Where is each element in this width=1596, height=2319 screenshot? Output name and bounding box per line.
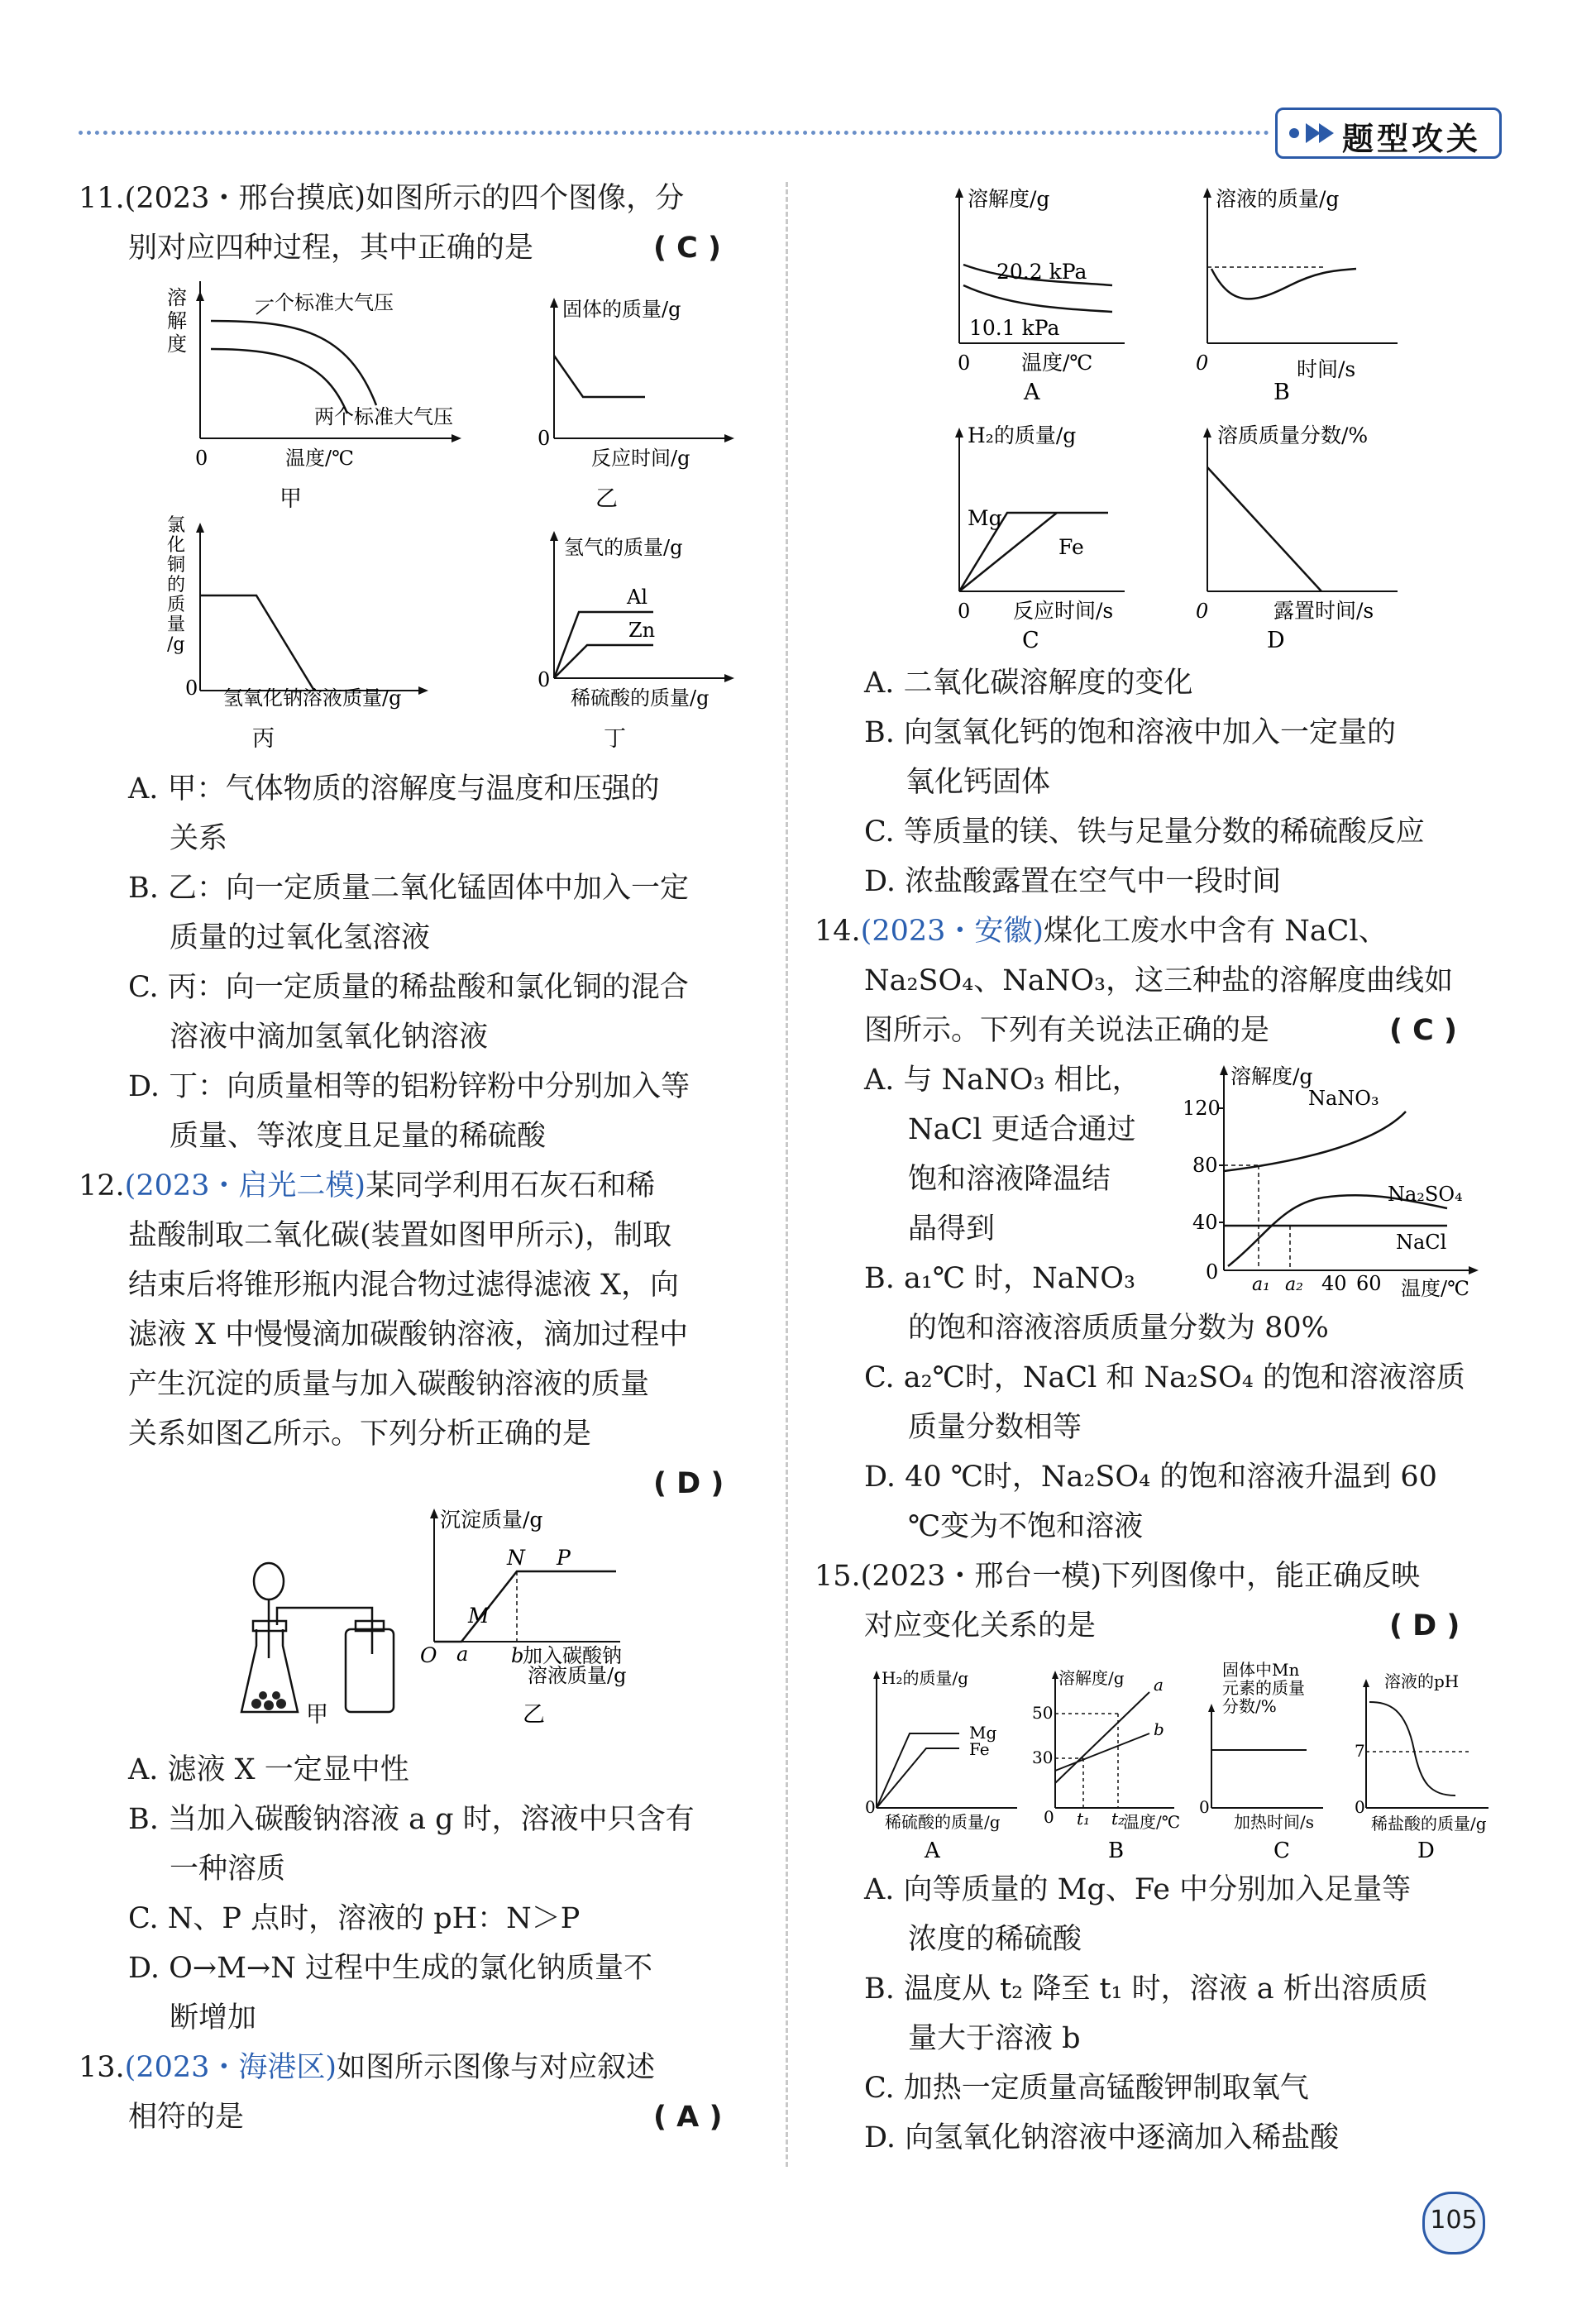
q11-yi-xlabel: 反应时间/g [591,447,690,470]
q15-c-caption: C [1273,1838,1290,1863]
q14-option-c: C. a₂℃时，NaCl 和 Na₂SO₄ 的饱和溶液溶质 [864,1361,1465,1394]
q12-graph [420,1508,626,1728]
q12-curve [434,1571,616,1642]
q13-b-curve [1211,269,1356,299]
q11-fig-bing [167,515,428,752]
q11-jia-caption: 甲 [280,486,302,512]
q11-bing-ylabel-6: /g [167,634,185,655]
q15-stem-2: 对应变化关系的是 [864,1609,1097,1642]
q11-jia-ylabel-2: 度 [167,332,187,356]
q15-c-ylabel-2: 分数/% [1222,1696,1277,1716]
q12-apparatus [241,1563,394,1712]
q13-a-label-10kpa: 10.1 kPa [969,316,1060,340]
q11-option-d-cont: 质量、等浓度且足量的稀硫酸 [170,1120,547,1153]
q11-ding-label-zn: Zn [628,619,656,642]
double-chevron-icon [1284,118,1339,148]
q11-stem-1: 如图所示的四个图像，分 [366,182,685,215]
q14-option-a-2: NaCl 更适合通过 [908,1113,1136,1146]
q13-d-caption: D [1267,628,1285,653]
q15-a-label-mg: Mg [969,1723,997,1743]
q14-label-na2so4: Na₂SO₄ [1388,1183,1463,1206]
q13-b-caption: B [1273,380,1290,405]
q12-stem-2: 盐酸制取二氧化碳(装置如图甲所示)，制取 [128,1219,672,1252]
q11-fig-jia [167,281,461,512]
q14-option-a-3: 饱和溶液降温结 [908,1163,1111,1196]
q13-answer: ( A ) [653,2101,723,2134]
q12-source: (2023・启光二模) [124,1169,366,1203]
q12-point-p: P [557,1546,571,1570]
q14-xtick-40: 40 [1321,1272,1347,1295]
q12-marble-chips [251,1691,286,1710]
q13-a-label-20kpa: 20.2 kPa [996,260,1087,284]
q12-xlabel-2: 溶液质量/g [528,1664,627,1687]
q15-b-ylabel: 溶解度/g [1058,1668,1125,1688]
q14-option-d: D. 40 ℃时，Na₂SO₄ 的饱和溶液升温到 60 [864,1461,1437,1494]
q12-answer: ( D ) [653,1467,724,1500]
q11-ding-origin: 0 [538,668,551,691]
q11-answer: ( C ) [653,232,722,265]
q14-line1 [815,906,1388,956]
q14-option-c-2: 质量分数相等 [908,1411,1082,1444]
q11-figures [124,281,753,761]
q12-xlabel-1: 加入碳酸钠 [523,1644,622,1667]
q11-jia-curve2-label: 两个标准大气压 [314,405,453,428]
q11-ding-line-zn [554,645,653,678]
q15-c-ylabel-0: 固体中Mn [1222,1660,1300,1680]
q15-b-xtick-t2: t₂ [1111,1809,1125,1829]
q11-fig-yi [538,298,734,512]
q12-ylabel: 沉淀质量/g [440,1508,543,1532]
q11-option-a: A. 甲：气体物质的溶解度与温度和压强的 [128,772,660,806]
column-divider [786,182,788,2167]
q15-d-xlabel: 稀盐酸的质量/g [1371,1814,1487,1834]
q12-option-a: A. 滤液 X 一定显中性 [128,1753,409,1786]
q12-origin: O [420,1643,437,1667]
q15-option-a-cont: 浓度的稀硫酸 [908,1923,1082,1956]
q11-jia-xlabel: 温度/℃ [285,447,354,470]
q15-c-ylabel-1: 元素的质量 [1222,1678,1305,1698]
q13-d-line [1207,467,1321,591]
q14-option-a-4: 晶得到 [908,1212,996,1246]
q12-option-c: C. N、P 点时，溶液的 pH：N＞P [128,1902,581,1935]
q15-d-origin: 0 [1355,1797,1365,1817]
q12-tick-a: a [456,1642,469,1666]
q14-xlabel: 温度/℃ [1401,1277,1469,1300]
q12-point-n: N [507,1546,525,1570]
q13-a-xlabel: 温度/℃ [1021,351,1093,375]
q11-stem-2: 别对应四种过程，其中正确的是 [128,232,534,265]
q15-fig-b [1032,1668,1180,1863]
q15-figures [860,1659,1505,1874]
q11-bing-ylabel-0: 氯 [167,515,186,536]
q11-bing-ylabel-5: 量 [167,614,186,635]
q11-bing-ylabel-4: 质 [167,595,186,615]
q11-option-b: B. 乙：向一定质量二氧化锰固体中加入一定 [128,872,689,905]
q11-yi-ylabel: 固体的质量/g [562,298,681,321]
q13-stem-1: 如图所示图像与对应叙述 [337,2051,656,2084]
q11-number: 11. [79,182,125,215]
q14-label-nacl: NaCl [1396,1231,1447,1254]
q14-option-b: B. a₁℃ 时，NaNO₃ [864,1262,1135,1295]
q12-option-d: D. O→M→N 过程中生成的氯化钠质量不 [128,1952,653,1985]
q14-source: (2023・安徽) [860,915,1044,948]
q15-b-origin: 0 [1044,1807,1054,1827]
q15-c-origin: 0 [1199,1797,1210,1817]
q13-a-ylabel: 溶解度/g [968,187,1050,211]
q15-a-label-fe: Fe [969,1739,990,1759]
q13-stem-2: 相符的是 [128,2101,245,2134]
q14-number: 14. [815,915,861,948]
q13-c-xlabel: 反应时间/s [1013,599,1114,623]
q11-source: (2023・邢台摸底) [124,182,366,215]
q12-option-b-cont: 一种溶质 [170,1853,286,1886]
q15-fig-a [865,1668,1017,1863]
q13-a-caption: A [1024,380,1040,405]
q11-ding-ylabel: 氢气的质量/g [564,536,683,559]
header-dotted-rule [79,131,1269,135]
q14-label-nano3: NaNO₃ [1308,1087,1379,1110]
q11-option-c-cont: 溶液中滴加氢氧化钠溶液 [170,1021,489,1054]
q11-bing-caption: 丙 [252,726,275,752]
q12-number: 12. [79,1169,125,1203]
q15-option-d: D. 向氢氧化钠溶液中逐滴加入稀盐酸 [864,2121,1340,2154]
q15-b-line-a [1055,1692,1149,1783]
q13-d-ylabel: 溶质质量分数/% [1217,423,1369,447]
q12-stem-6: 关系如图乙所示。下列分析正确的是 [128,1418,592,1451]
q13-b-xlabel: 时间/s [1297,357,1356,381]
q13-c-caption: C [1022,628,1039,653]
q15-fig-d [1355,1671,1488,1863]
q12-line1 [79,1161,655,1211]
q15-d-ylabel: 溶液的pH [1384,1671,1460,1691]
q12-option-b: B. 当加入碳酸钠溶液 a g 时，溶液中只含有 [128,1803,695,1836]
q11-yi-caption: 乙 [595,486,618,512]
q15-b-ytick-50: 50 [1032,1703,1054,1723]
q15-source: (2023・邢台一模) [860,1560,1102,1593]
q15-option-b: B. 温度从 t₂ 降至 t₁ 时，溶液 a 析出溶质质 [864,1972,1428,2006]
q13-fig-a [955,187,1125,405]
q11-bing-line [200,595,314,691]
q13-d-xlabel: 露置时间/s [1273,599,1374,623]
q14-option-d-2: ℃变为不饱和溶液 [908,1510,1144,1543]
q15-a-origin: 0 [865,1797,876,1817]
q14-stem-3: 图所示。下列有关说法正确的是 [864,1014,1270,1047]
q11-option-b-cont: 质量的过氧化氢溶液 [170,921,431,954]
q13-fig-b [1196,187,1398,405]
q14-ytick-40: 40 [1192,1211,1218,1234]
q11-jia-curve-1atm [211,321,376,405]
q11-ding-xlabel: 稀硫酸的质量/g [571,686,710,710]
q13-a-origin: 0 [958,351,971,375]
q15-a-caption: A [925,1838,940,1863]
q14-answer: ( C ) [1389,1014,1458,1047]
q14-xtick-a2: a₂ [1285,1274,1303,1295]
q11-fig-ding [538,531,734,752]
q14-option-b-2: 的饱和溶液溶质质量分数为 80% [908,1312,1329,1345]
q13-option-b-cont: 氧化钙固体 [906,766,1051,799]
q11-line1 [79,174,684,223]
q12-figures [232,1505,711,1753]
q12-option-d-cont: 断增加 [170,2001,257,2035]
q13-a-curve-10kpa [963,285,1112,312]
q14-ytick-120: 120 [1183,1097,1221,1120]
q15-b-label-b: b [1154,1719,1164,1739]
q11-option-c: C. 丙：向一定质量的稀盐酸和氯化铜的混合 [128,971,689,1004]
q14-stem-1: 煤化工废水中含有 NaCl、 [1044,915,1388,948]
q13-option-d: D. 浓盐酸露置在空气中一段时间 [864,865,1282,898]
q13-b-ylabel: 溶液的质量/g [1216,187,1340,211]
q15-b-ytick-30: 30 [1032,1748,1054,1767]
q11-jia-curve1-label: 一个标准大气压 [255,291,394,314]
q11-bing-ylabel-3: 的 [167,575,186,595]
q15-option-a: A. 向等质量的 Mg、Fe 中分别加入足量等 [864,1873,1412,1906]
q12-point-m: M [468,1604,490,1628]
q11-yi-origin: 0 [538,427,551,450]
q15-a-ylabel: H₂的质量/g [882,1668,968,1688]
q15-d-caption: D [1417,1838,1435,1863]
q11-option-a-cont: 关系 [170,822,228,855]
q13-option-c: C. 等质量的镁、铁与足量分数的稀硫酸反应 [864,815,1425,849]
q14-chart [1166,1055,1513,1303]
q13-line1 [79,2043,655,2092]
q11-jia-curve-2atm [211,349,347,414]
q15-answer: ( D ) [1389,1609,1460,1642]
q11-bing-ylabel-2: 铜 [167,555,186,576]
q11-ding-label-al: Al [627,586,648,609]
q13-c-label-mg: Mg [968,506,1002,530]
q15-c-xlabel: 加热时间/s [1234,1812,1315,1832]
q15-b-xtick-t1: t₁ [1077,1809,1091,1829]
q15-b-line-b [1055,1733,1149,1771]
q14-xtick-60: 60 [1356,1272,1382,1295]
q15-number: 15. [815,1560,861,1593]
q12-tick-b: b [511,1644,524,1667]
q15-stem-1: 下列图像中，能正确反映 [1101,1560,1421,1593]
q11-jia-ylabel-1: 解 [167,309,187,332]
q11-ding-caption: 丁 [604,726,626,752]
q13-fig-d [1196,423,1398,653]
q12-caption-yi: 乙 [523,1702,545,1728]
q11-bing-origin: 0 [185,677,198,700]
q13-number: 13. [79,2051,125,2084]
q11-jia-origin: 0 [195,447,208,470]
q15-b-caption: B [1108,1838,1125,1863]
q13-source: (2023・海港区) [124,2051,337,2084]
q14-option-a: A. 与 NaNO₃ 相比， [864,1064,1141,1097]
q15-option-b-cont: 量大于溶液 b [908,2022,1081,2055]
q12-caption-jia: 甲 [306,1702,328,1728]
q11-bing-xlabel: 氢氧化钠溶液质量/g [223,686,402,710]
q13-b-origin: 0 [1196,351,1209,375]
page-number: 105 [1422,2192,1485,2254]
q14-stem-2: Na₂SO₄、NaNO₃，这三种盐的溶解度曲线如 [864,964,1454,997]
q13-option-b: B. 向氢氧化钙的饱和溶液中加入一定量的 [864,716,1396,749]
q12-stem-1: 某同学利用石灰石和稀 [366,1169,656,1203]
q15-line1 [815,1552,1420,1601]
q11-jia-ylabel-0: 溶 [167,286,187,309]
q14-curve-nano3 [1224,1112,1406,1171]
q11-option-d: D. 丁：向质量相等的铝粉锌粉中分别加入等 [128,1070,690,1103]
q15-d-curve [1369,1702,1455,1795]
q13-figures [860,178,1439,666]
header-badge [1275,108,1502,159]
q13-c-origin: 0 [958,600,971,623]
q13-c-ylabel: H₂的质量/g [968,423,1077,447]
q11-yi-line [554,356,645,397]
q15-fig-c [1199,1660,1323,1863]
q13-c-label-fe: Fe [1058,535,1084,559]
q15-a-line-mg [877,1733,959,1808]
q12-stem-5: 产生沉淀的质量与加入碳酸钠溶液的质量 [128,1368,650,1401]
q12-stem-4: 滤液 X 中慢慢滴加碳酸钠溶液，滴加过程中 [128,1318,689,1351]
q11-bing-ylabel-1: 化 [167,535,186,556]
q15-b-xlabel: 温度/℃ [1123,1812,1181,1832]
q15-b-label-a: a [1154,1675,1164,1695]
q14-ylabel: 溶解度/g [1230,1064,1313,1088]
q15-d-ytick-7: 7 [1355,1741,1365,1761]
header-title: 题型攻关 [1342,121,1482,157]
q15-option-c: C. 加热一定质量高锰酸钾制取氧气 [864,2072,1309,2105]
q13-d-origin: 0 [1196,600,1209,623]
q13-fig-c [955,423,1125,653]
q14-xtick-a1: a₁ [1252,1274,1270,1295]
q14-origin: 0 [1206,1260,1219,1284]
q14-ytick-80: 80 [1192,1154,1218,1177]
q13-option-a: A. 二氧化碳溶解度的变化 [864,667,1193,700]
q12-stem-3: 结束后将锥形瓶内混合物过滤得滤液 X，向 [128,1269,680,1302]
q15-a-xlabel: 稀硫酸的质量/g [885,1812,1001,1832]
